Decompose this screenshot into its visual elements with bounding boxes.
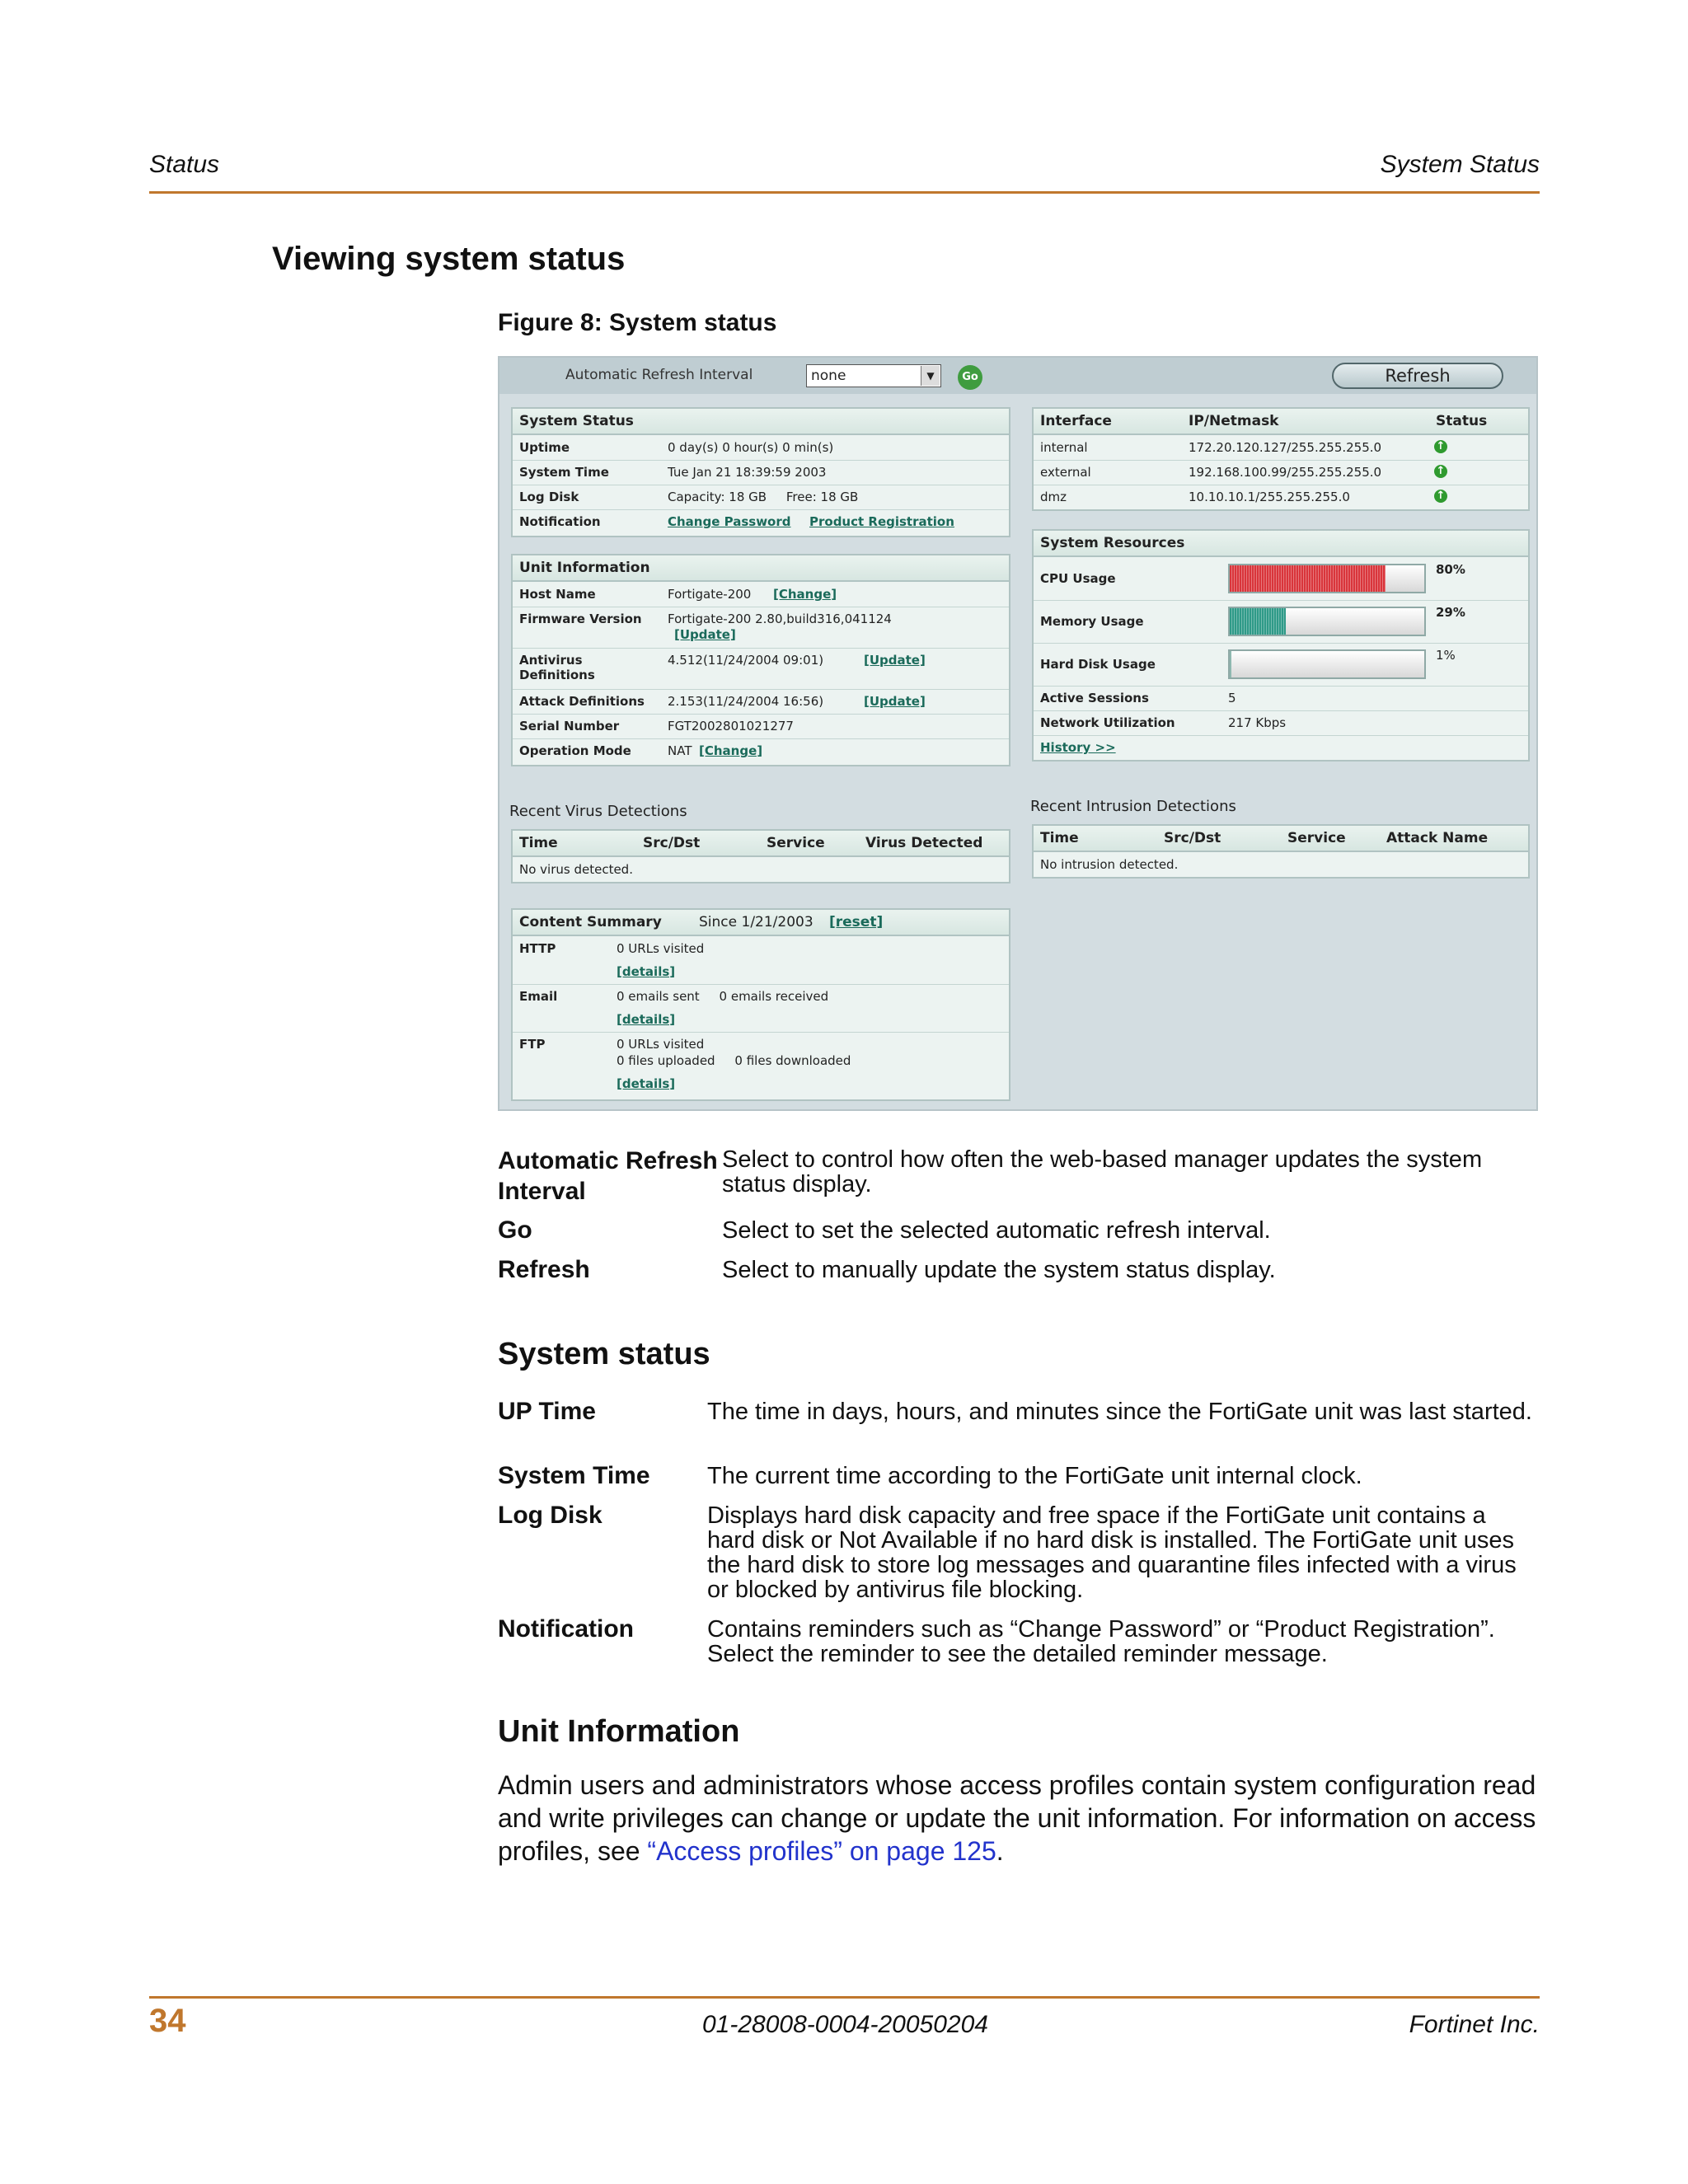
disk-usage-fill bbox=[1230, 651, 1231, 677]
attack-def-update-link[interactable]: [Update] bbox=[864, 694, 926, 709]
interface-ip: 10.10.10.1/255.255.255.0 bbox=[1189, 490, 1350, 504]
term-refresh: Refresh bbox=[498, 1256, 590, 1283]
interface-name: dmz bbox=[1040, 490, 1067, 504]
host-name-value: Fortigate-200 bbox=[668, 587, 752, 602]
figure-caption: Figure 8: System status bbox=[498, 309, 777, 336]
cpu-usage-bar bbox=[1228, 564, 1426, 593]
ftp-file-counts: 0 files uploaded 0 files downloaded bbox=[617, 1053, 851, 1068]
def-go: Select to set the selected automatic refresh interval. bbox=[722, 1217, 1271, 1244]
firmware-value: Fortigate-200 2.80,build316,041124 bbox=[668, 612, 892, 626]
memory-usage-fill bbox=[1230, 608, 1286, 635]
col-header: Time bbox=[519, 835, 558, 851]
table-row bbox=[1034, 686, 1528, 711]
table-row bbox=[513, 648, 1009, 690]
memory-usage-value: 29% bbox=[1436, 605, 1465, 620]
http-urls-visited: 0 URLs visited bbox=[617, 941, 705, 956]
table-row bbox=[513, 936, 1009, 985]
section-title: Viewing system status bbox=[272, 241, 626, 277]
status-col-header: Status bbox=[1436, 413, 1488, 429]
col-header: Src/Dst bbox=[643, 835, 701, 851]
log-disk-value: Capacity: 18 GB Free: 18 GB bbox=[668, 490, 859, 504]
virus-header bbox=[513, 831, 1009, 857]
term-system-time: System Time bbox=[498, 1462, 650, 1489]
paragraph-text: Admin users and administrators whose access profiles contain system configuration read and write privileges can change or update the unit information. For information on access profiles, see bbox=[498, 1770, 1536, 1866]
header-left: Status bbox=[149, 151, 220, 178]
http-details-link[interactable]: [details] bbox=[617, 964, 676, 979]
status-up-icon[interactable]: ↑ bbox=[1434, 465, 1447, 478]
go-button[interactable]: Go bbox=[958, 365, 982, 390]
cpu-usage-value: 80% bbox=[1436, 562, 1465, 577]
firmware-update-link[interactable]: [Update] bbox=[674, 627, 736, 642]
change-password-link[interactable]: Change Password bbox=[668, 514, 791, 529]
table-row bbox=[513, 435, 1009, 461]
ftp-details-link[interactable]: [details] bbox=[617, 1076, 676, 1091]
row-key: Log Disk bbox=[519, 490, 579, 504]
interface-ip: 192.168.100.99/255.255.255.0 bbox=[1189, 465, 1382, 480]
chevron-down-icon: ▼ bbox=[921, 366, 940, 386]
status-up-icon[interactable]: ↑ bbox=[1434, 440, 1447, 453]
unit-information-title: Unit Information bbox=[513, 555, 1009, 582]
interface-ip: 172.20.120.127/255.255.255.0 bbox=[1189, 440, 1382, 455]
table-row bbox=[513, 738, 1009, 763]
def-notification: Contains reminders such as “Change Password” or “Product Registration”. Select the reminder to see the detailed reminder message. bbox=[707, 1616, 1495, 1667]
row-key: Operation Mode bbox=[519, 743, 631, 758]
reset-link[interactable]: [reset] bbox=[829, 914, 884, 930]
table-row bbox=[1034, 460, 1528, 485]
system-resources-panel bbox=[1032, 529, 1530, 762]
row-key: FTP bbox=[519, 1037, 546, 1052]
row-key: Network Utilization bbox=[1040, 715, 1175, 730]
def-system-time: The current time according to the FortiGate unit internal clock. bbox=[707, 1463, 1362, 1489]
virus-detections-panel bbox=[511, 829, 1010, 883]
serial-number-value: FGT2002801021277 bbox=[668, 719, 794, 733]
row-key: Serial Number bbox=[519, 719, 620, 733]
product-registration-link[interactable]: Product Registration bbox=[809, 514, 954, 529]
virus-empty-message: No virus detected. bbox=[519, 862, 633, 877]
interface-name: external bbox=[1040, 465, 1091, 480]
history-link[interactable]: History >> bbox=[1040, 740, 1116, 755]
col-header: Src/Dst bbox=[1164, 830, 1221, 846]
unit-information-panel bbox=[511, 554, 1010, 766]
intrusion-detections-panel bbox=[1032, 824, 1530, 879]
disk-usage-value: 1% bbox=[1436, 648, 1456, 663]
access-profiles-link[interactable]: “Access profiles” on page 125 bbox=[647, 1836, 996, 1866]
company-name: Fortinet Inc. bbox=[1409, 2011, 1540, 2038]
antivirus-value: 4.512(11/24/2004 09:01) bbox=[668, 653, 824, 668]
interface-panel bbox=[1032, 407, 1530, 511]
system-status-title: System Status bbox=[513, 409, 1009, 435]
disk-usage-bar bbox=[1228, 649, 1426, 679]
row-key: Email bbox=[519, 989, 558, 1004]
ftp-urls-visited: 0 URLs visited bbox=[617, 1037, 705, 1052]
row-key: Active Sessions bbox=[1040, 691, 1149, 705]
operation-mode-value: NAT bbox=[668, 743, 692, 758]
intrusion-detections-title: Recent Intrusion Detections bbox=[1030, 798, 1236, 815]
active-sessions-value: 5 bbox=[1228, 691, 1236, 705]
table-row bbox=[1034, 435, 1528, 461]
attack-def-value: 2.153(11/24/2004 16:56) bbox=[668, 694, 824, 709]
table-row bbox=[1034, 735, 1528, 760]
col-header: Service bbox=[767, 835, 825, 851]
table-row bbox=[513, 460, 1009, 485]
row-key: Uptime bbox=[519, 440, 570, 455]
system-time-value: Tue Jan 21 18:39:59 2003 bbox=[668, 465, 827, 480]
def-automatic-refresh: Select to control how often the web-based manager updates the system status display. bbox=[722, 1146, 1483, 1197]
row-key: Hard Disk Usage bbox=[1040, 657, 1156, 672]
table-row bbox=[513, 607, 1009, 649]
table-row bbox=[513, 689, 1009, 715]
content-summary-since: Since 1/21/2003 bbox=[699, 914, 814, 930]
col-header: Attack Name bbox=[1386, 830, 1489, 846]
header-right: System Status bbox=[1380, 151, 1540, 178]
status-up-icon[interactable]: ↑ bbox=[1434, 490, 1447, 503]
table-row bbox=[513, 582, 1009, 607]
col-header: Time bbox=[1040, 830, 1079, 846]
term-notification: Notification bbox=[498, 1615, 634, 1643]
row-key: CPU Usage bbox=[1040, 571, 1116, 586]
row-key: Notification bbox=[519, 514, 601, 529]
term-automatic-refresh: Automatic Refresh Interval bbox=[498, 1147, 718, 1205]
content-summary-panel bbox=[511, 908, 1010, 1101]
email-details-link[interactable]: [details] bbox=[617, 1012, 676, 1027]
table-row bbox=[513, 509, 1009, 534]
row-key: Antivirus Definitions bbox=[519, 653, 595, 682]
col-header: Virus Detected bbox=[865, 835, 983, 851]
refresh-button[interactable]: Refresh bbox=[1332, 363, 1503, 389]
table-row bbox=[513, 485, 1009, 510]
row-key: Firmware Version bbox=[519, 612, 642, 626]
table-row bbox=[1034, 600, 1528, 644]
page-number: 34 bbox=[149, 2003, 186, 2039]
term-up-time: UP Time bbox=[498, 1398, 596, 1425]
def-refresh: Select to manually update the system status display. bbox=[722, 1257, 1276, 1283]
operation-mode-change-link[interactable]: [Change] bbox=[699, 743, 763, 758]
header-rule bbox=[149, 191, 1540, 194]
content-summary-header bbox=[513, 910, 1009, 936]
footer-rule bbox=[149, 1996, 1540, 1999]
uptime-value: 0 day(s) 0 hour(s) 0 min(s) bbox=[668, 440, 834, 455]
content-summary-title: Content Summary bbox=[519, 914, 662, 930]
system-status-heading: System status bbox=[498, 1337, 710, 1371]
ip-col-header: IP/Netmask bbox=[1189, 413, 1279, 429]
row-key: Attack Definitions bbox=[519, 694, 645, 709]
term-go: Go bbox=[498, 1216, 532, 1244]
table-row bbox=[513, 1032, 1009, 1098]
interface-name: internal bbox=[1040, 440, 1088, 455]
email-counts: 0 emails sent 0 emails received bbox=[617, 989, 829, 1004]
system-resources-title: System Resources bbox=[1034, 531, 1528, 557]
col-header: Service bbox=[1287, 830, 1346, 846]
row-key: Host Name bbox=[519, 587, 596, 602]
paragraph-end: . bbox=[996, 1836, 1004, 1866]
interface-header bbox=[1034, 409, 1528, 435]
table-row bbox=[513, 714, 1009, 739]
table-row bbox=[1034, 485, 1528, 509]
host-name-change-link[interactable]: [Change] bbox=[773, 587, 837, 602]
unit-information-paragraph bbox=[498, 1769, 1540, 1868]
intrusion-header bbox=[1034, 826, 1528, 852]
term-log-disk: Log Disk bbox=[498, 1502, 603, 1529]
system-status-screenshot bbox=[498, 356, 1538, 1111]
system-status-panel bbox=[511, 407, 1010, 537]
intrusion-empty-message: No intrusion detected. bbox=[1040, 857, 1179, 872]
interface-col-header: Interface bbox=[1040, 413, 1112, 429]
table-row bbox=[1034, 643, 1528, 687]
virus-detections-title: Recent Virus Detections bbox=[509, 803, 687, 820]
def-log-disk: Displays hard disk capacity and free space if the FortiGate unit contains a hard disk or Not Available if no hard disk is installed. The FortiGate unit uses the hard disk to store log messages and quarantine files infected with a virus or blocked by antivirus file blocking. bbox=[707, 1502, 1517, 1603]
row-key: Memory Usage bbox=[1040, 614, 1144, 629]
def-up-time: The time in days, hours, and minutes since the FortiGate unit was last started. bbox=[707, 1399, 1532, 1425]
table-row bbox=[1034, 557, 1528, 601]
cpu-usage-fill bbox=[1230, 565, 1386, 592]
row-key: System Time bbox=[519, 465, 609, 480]
table-row bbox=[513, 984, 1009, 1033]
refresh-interval-value: none bbox=[811, 368, 846, 384]
row-key: HTTP bbox=[519, 941, 556, 956]
doc-number: 01-28008-0004-20050204 bbox=[702, 2011, 988, 2038]
table-row bbox=[1034, 710, 1528, 736]
memory-usage-bar bbox=[1228, 607, 1426, 636]
network-utilization-value: 217 Kbps bbox=[1228, 715, 1287, 730]
refresh-interval-select[interactable] bbox=[806, 364, 941, 387]
refresh-interval-label: Automatic Refresh Interval bbox=[565, 367, 753, 383]
unit-information-heading: Unit Information bbox=[498, 1714, 740, 1749]
antivirus-update-link[interactable]: [Update] bbox=[864, 653, 926, 668]
